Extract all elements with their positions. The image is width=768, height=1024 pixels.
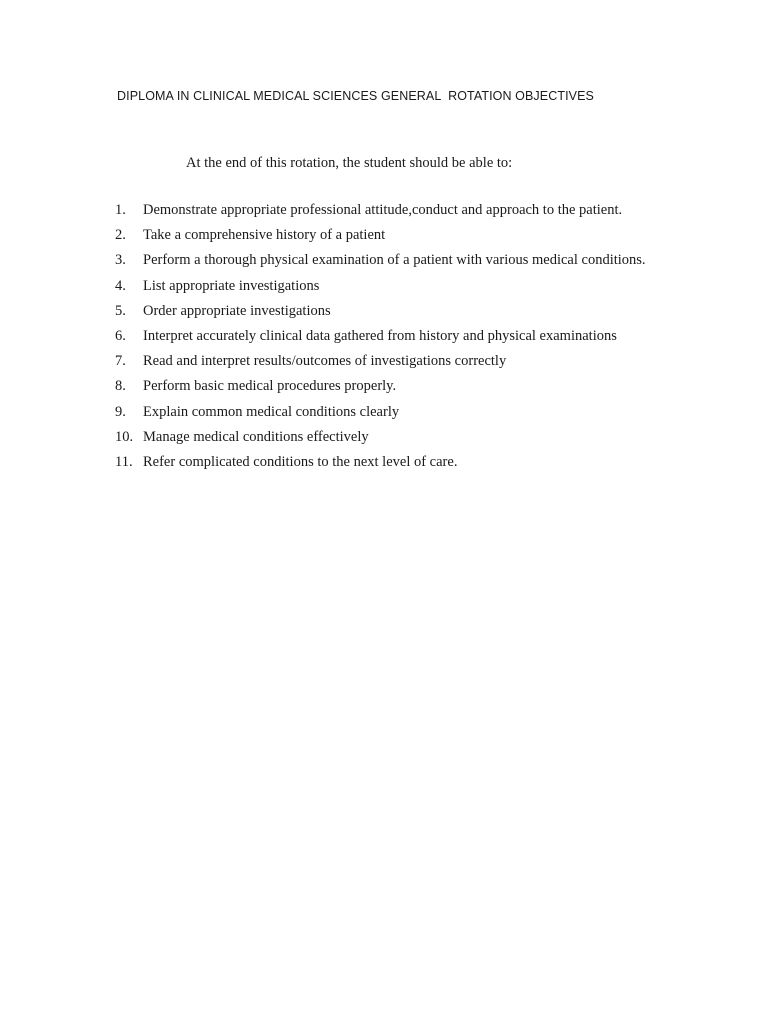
objective-text: Demonstrate appropriate professional attitude,conduct and approach to the patient. [143,202,623,218]
intro-text: At the end of this rotation, the student should be able to: [186,155,513,171]
objective-item [115,374,675,399]
objective-number: 7. [115,353,126,370]
objective-item [115,198,675,223]
objective-number: 10. [115,428,134,445]
objective-text: Perform basic medical procedures properly. [143,378,397,395]
objective-text: Take a comprehensive history of a patient [143,227,386,244]
objective-number: 6. [115,328,126,345]
objective-text: Interpret accurately clinical data gathered from history and physical examinations [143,328,617,345]
objective-text: List appropriate investigations [143,277,320,294]
objective-text: Manage medical conditions effectively [143,428,369,445]
objective-item [115,425,675,450]
objective-number: 11. [115,454,133,471]
objective-item [115,400,675,425]
objective-item [115,274,675,299]
objective-number: 2. [115,227,126,244]
objectives-list [115,198,675,475]
objective-item [115,223,675,248]
objective-item [115,349,675,374]
objective-item [115,324,675,349]
objective-item [115,299,675,324]
objective-number: 4. [115,277,126,294]
objective-text: Perform a thorough physical examination of a patient with various medical conditions. [143,252,646,269]
objective-number: 5. [115,302,126,319]
objective-text: Read and interpret results/outcomes of investigations correctly [143,353,507,370]
document-title: DIPLOMA IN CLINICAL MEDICAL SCIENCES GENERAL ROTATION OBJECTIVES [117,89,594,103]
objective-item [115,450,675,475]
objective-text: Refer complicated conditions to the next level of care. [143,454,458,471]
objective-number: 8. [115,378,126,395]
objective-text: Order appropriate investigations [143,302,331,319]
objective-number: 1. [115,202,126,218]
objective-number: 3. [115,252,126,269]
objective-text: Explain common medical conditions clearly [143,403,400,420]
objective-item [115,248,675,273]
objective-number: 9. [115,403,126,420]
